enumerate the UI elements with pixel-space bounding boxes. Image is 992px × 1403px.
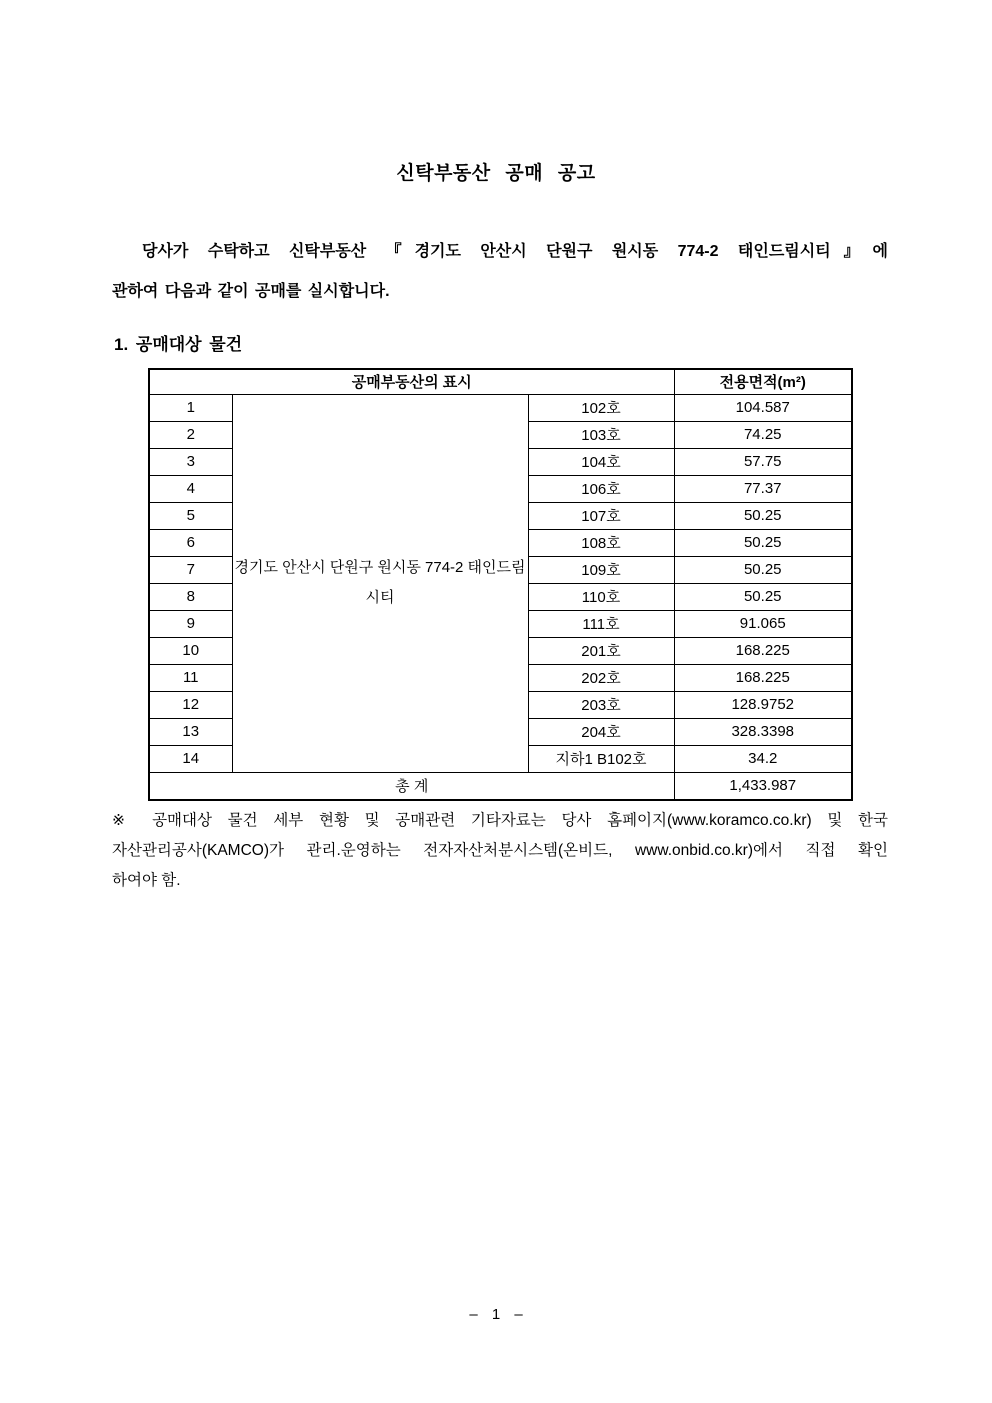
section-heading: 1. 공매대상 물건 — [114, 335, 243, 354]
row-number-cell: 9 — [149, 610, 232, 637]
unit-cell: 107호 — [528, 502, 674, 529]
unit-cell: 102호 — [528, 394, 674, 421]
table-header-row — [149, 369, 852, 394]
intro-line-1: 당사가 수탁하고 신탁부동산 『경기도 안산시 단원구 원시동 774-2 태인드림시티』에 — [142, 243, 888, 260]
unit-cell: 111호 — [528, 610, 674, 637]
row-number-cell: 14 — [149, 745, 232, 772]
unit-cell: 108호 — [528, 529, 674, 556]
footnote-line-3: 하여야 함. — [112, 872, 181, 889]
unit-cell: 106호 — [528, 475, 674, 502]
unit-cell: 204호 — [528, 718, 674, 745]
unit-cell: 203호 — [528, 691, 674, 718]
row-number-cell: 12 — [149, 691, 232, 718]
table-header-area: 전용면적(m²) — [674, 369, 852, 394]
area-cell: 91.065 — [674, 610, 852, 637]
row-number-cell: 11 — [149, 664, 232, 691]
row-number-cell: 2 — [149, 421, 232, 448]
area-cell: 77.37 — [674, 475, 852, 502]
unit-cell: 109호 — [528, 556, 674, 583]
footnote-line-2: 자산관리공사(KAMCO)가 관리.운영하는 전자자산처분시스템(온비드, www.onbid.co.kr)에서 직접 확인 — [112, 842, 888, 859]
footnote — [112, 806, 888, 896]
address-line-1: 경기도 안산시 단원구 — [234, 559, 374, 576]
row-number-cell: 7 — [149, 556, 232, 583]
area-cell: 50.25 — [674, 583, 852, 610]
unit-cell: 202호 — [528, 664, 674, 691]
area-cell: 74.25 — [674, 421, 852, 448]
unit-cell: 201호 — [528, 637, 674, 664]
area-cell: 50.25 — [674, 502, 852, 529]
row-number-cell: 5 — [149, 502, 232, 529]
auction-table — [148, 368, 853, 801]
area-cell: 168.225 — [674, 664, 852, 691]
row-number-cell: 10 — [149, 637, 232, 664]
total-row — [149, 772, 852, 800]
document-title: 신탁부동산 공매 공고 — [396, 163, 596, 184]
unit-cell: 103호 — [528, 421, 674, 448]
total-value-cell: 1,433.987 — [674, 772, 852, 800]
row-number-cell: 6 — [149, 529, 232, 556]
area-cell: 34.2 — [674, 745, 852, 772]
area-cell: 50.25 — [674, 529, 852, 556]
intro-line-2: 관하여 다음과 같이 공매를 실시합니다. — [112, 283, 390, 300]
area-cell: 168.225 — [674, 637, 852, 664]
row-number-cell: 4 — [149, 475, 232, 502]
table-row — [149, 394, 852, 421]
total-label-cell: 총 계 — [149, 772, 674, 800]
intro-paragraph — [112, 232, 888, 312]
row-number-cell: 3 — [149, 448, 232, 475]
unit-cell: 지하1 B102호 — [528, 745, 674, 772]
page-number: – 1 – — [469, 1306, 523, 1323]
unit-cell: 104호 — [528, 448, 674, 475]
area-cell: 104.587 — [674, 394, 852, 421]
property-address-cell — [232, 394, 528, 772]
row-number-cell: 13 — [149, 718, 232, 745]
area-cell: 128.9752 — [674, 691, 852, 718]
area-cell: 328.3398 — [674, 718, 852, 745]
unit-cell: 110호 — [528, 583, 674, 610]
row-number-cell: 8 — [149, 583, 232, 610]
area-cell: 57.75 — [674, 448, 852, 475]
table-header-description: 공매부동산의 표시 — [149, 369, 674, 394]
footnote-line-1: ※ 공매대상 물건 세부 현황 및 공매관련 기타자료는 당사 홈페이지(www.koramco.co.kr) 및 한국 — [112, 812, 888, 829]
area-cell: 50.25 — [674, 556, 852, 583]
address-line-2: 원시동 774-2 태인드림시티 — [365, 559, 526, 606]
row-number-cell: 1 — [149, 394, 232, 421]
